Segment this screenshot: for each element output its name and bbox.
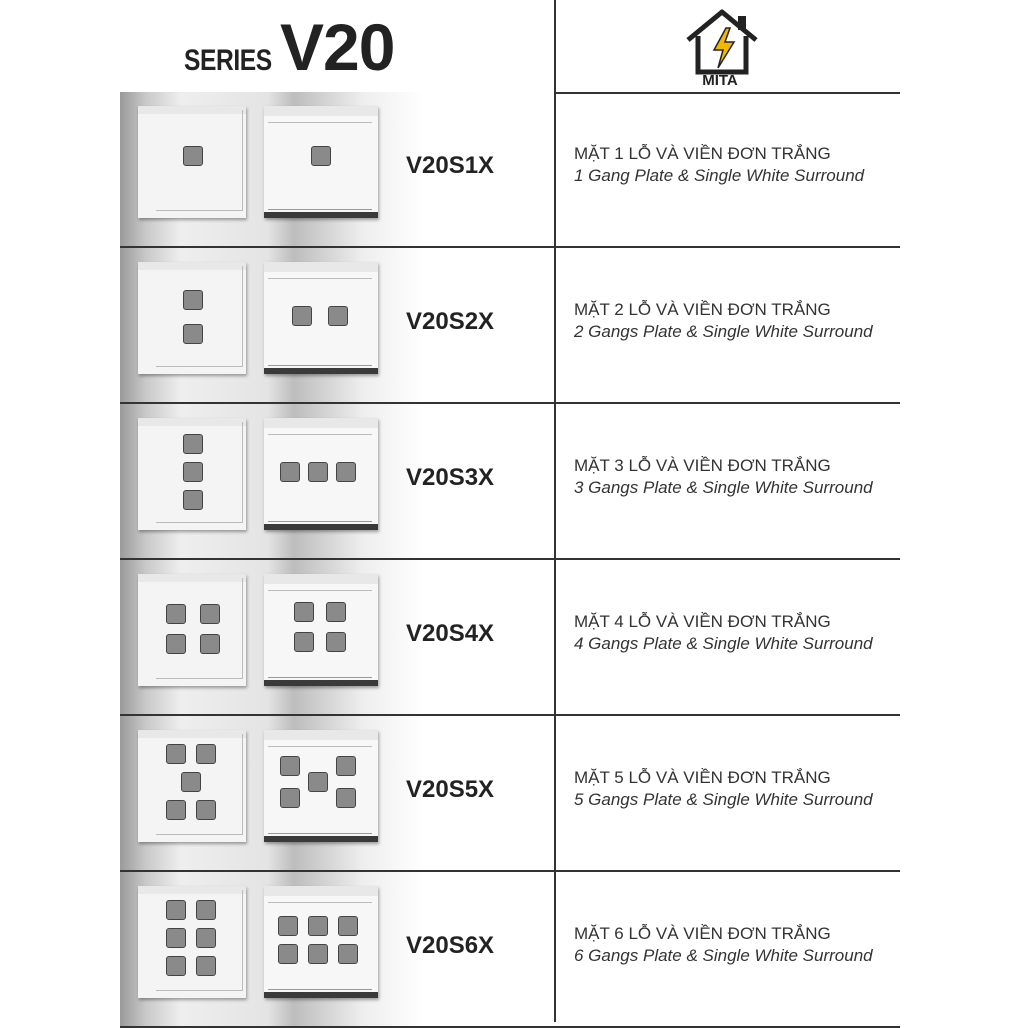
horizontal-plate-image xyxy=(264,106,378,218)
description-english: 5 Gangs Plate & Single White Surround xyxy=(574,790,873,809)
switch-button-module xyxy=(196,928,216,948)
switch-button-module xyxy=(278,944,298,964)
switch-button-module xyxy=(308,462,328,482)
product-description xyxy=(574,300,873,342)
description-vietnamese: MẶT 1 LỖ VÀ VIỀN ĐƠN TRẮNG xyxy=(574,144,831,163)
switch-button-module xyxy=(336,788,356,808)
description-english: 6 Gangs Plate & Single White Surround xyxy=(574,946,873,965)
product-code: V20S3X xyxy=(406,464,495,491)
plate-bottom-edge xyxy=(264,992,378,998)
product-row xyxy=(120,248,900,404)
switch-button-module xyxy=(183,146,203,166)
switch-button-module xyxy=(166,956,186,976)
switch-button-module xyxy=(326,602,346,622)
switch-button-module xyxy=(336,756,356,776)
switch-button-module xyxy=(308,916,328,936)
description-english: 4 Gangs Plate & Single White Surround xyxy=(574,634,873,653)
vertical-plate-image xyxy=(138,886,246,998)
plate-top-strip xyxy=(264,106,378,116)
product-description xyxy=(574,612,873,654)
product-description xyxy=(574,144,864,186)
vertical-plate-image xyxy=(138,418,246,530)
switch-button-module xyxy=(183,462,203,482)
switch-button-module xyxy=(200,604,220,624)
plate-frame xyxy=(156,266,243,367)
switch-button-module xyxy=(166,800,186,820)
horizontal-plate-image xyxy=(264,418,378,530)
product-image-cell xyxy=(120,560,554,714)
plate-frame xyxy=(156,578,243,679)
product-description xyxy=(574,924,873,966)
plate-bottom-edge xyxy=(264,524,378,530)
description-vietnamese: MẶT 2 LỖ VÀ VIỀN ĐƠN TRẮNG xyxy=(574,300,831,319)
product-description xyxy=(574,456,873,498)
switch-button-module xyxy=(294,602,314,622)
product-code: V20S1X xyxy=(406,152,495,179)
switch-button-module xyxy=(292,306,312,326)
product-row xyxy=(120,872,900,1028)
switch-button-module xyxy=(200,634,220,654)
switch-button-module xyxy=(338,944,358,964)
product-row xyxy=(120,716,900,872)
switch-button-module xyxy=(166,604,186,624)
description-vietnamese: MẶT 3 LỖ VÀ VIỀN ĐƠN TRẮNG xyxy=(574,456,831,475)
description-vietnamese: MẶT 5 LỖ VÀ VIỀN ĐƠN TRẮNG xyxy=(574,768,831,787)
series-name: V20 xyxy=(280,10,395,84)
product-row xyxy=(120,404,900,560)
horizontal-plate-image xyxy=(264,886,378,998)
plate-top-strip xyxy=(264,574,378,584)
switch-button-module xyxy=(326,632,346,652)
product-code: V20S2X xyxy=(406,308,495,335)
switch-button-module xyxy=(196,744,216,764)
horizontal-plate-image xyxy=(264,574,378,686)
horizontal-plate-image xyxy=(264,262,378,374)
switch-button-module xyxy=(338,916,358,936)
description-english: 3 Gangs Plate & Single White Surround xyxy=(574,478,873,497)
horizontal-plate-image xyxy=(264,730,378,842)
switch-button-module xyxy=(196,900,216,920)
switch-button-module xyxy=(280,462,300,482)
switch-button-module xyxy=(183,290,203,310)
switch-button-module xyxy=(166,744,186,764)
switch-button-module xyxy=(181,772,201,792)
switch-button-module xyxy=(278,916,298,936)
product-row xyxy=(120,92,900,248)
description-english: 1 Gang Plate & Single White Surround xyxy=(574,166,865,185)
switch-button-module xyxy=(183,434,203,454)
switch-button-module xyxy=(308,772,328,792)
product-image-cell xyxy=(120,872,554,1026)
product-image-cell xyxy=(120,248,554,402)
series-title xyxy=(184,10,395,84)
switch-button-module xyxy=(311,146,331,166)
switch-button-module xyxy=(166,634,186,654)
product-image-cell xyxy=(120,716,554,870)
switch-button-module xyxy=(166,928,186,948)
house-bolt-icon xyxy=(682,6,762,76)
plate-bottom-edge xyxy=(264,212,378,218)
plate-bottom-edge xyxy=(264,368,378,374)
switch-button-module xyxy=(196,956,216,976)
plate-frame xyxy=(268,122,372,210)
switch-button-module xyxy=(280,788,300,808)
product-code: V20S6X xyxy=(406,932,495,959)
logo-text: MITA xyxy=(702,72,738,89)
product-description xyxy=(574,768,873,810)
description-vietnamese: MẶT 4 LỖ VÀ VIỀN ĐƠN TRẮNG xyxy=(574,612,831,631)
product-image-cell xyxy=(120,92,554,246)
product-image-cell xyxy=(120,404,554,558)
description-vietnamese: MẶT 6 LỖ VÀ VIỀN ĐƠN TRẮNG xyxy=(574,924,831,943)
plate-top-strip xyxy=(264,886,378,896)
vertical-plate-image xyxy=(138,262,246,374)
plate-frame xyxy=(268,590,372,678)
plate-frame xyxy=(268,278,372,366)
switch-button-module xyxy=(183,490,203,510)
switch-button-module xyxy=(196,800,216,820)
switch-button-module xyxy=(336,462,356,482)
switch-button-module xyxy=(183,324,203,344)
switch-button-module xyxy=(328,306,348,326)
switch-button-module xyxy=(280,756,300,776)
plate-bottom-edge xyxy=(264,836,378,842)
plate-bottom-edge xyxy=(264,680,378,686)
plate-top-strip xyxy=(264,730,378,740)
description-english: 2 Gangs Plate & Single White Surround xyxy=(574,322,873,341)
mita-logo xyxy=(682,6,762,88)
plate-top-strip xyxy=(264,262,378,272)
vertical-plate-image xyxy=(138,730,246,842)
product-code: V20S5X xyxy=(406,776,495,803)
switch-button-module xyxy=(166,900,186,920)
vertical-plate-image xyxy=(138,574,246,686)
vertical-plate-image xyxy=(138,106,246,218)
plate-top-strip xyxy=(264,418,378,428)
switch-button-module xyxy=(294,632,314,652)
product-code: V20S4X xyxy=(406,620,495,647)
product-row xyxy=(120,560,900,716)
series-label: SERIES xyxy=(184,44,272,77)
switch-button-module xyxy=(308,944,328,964)
